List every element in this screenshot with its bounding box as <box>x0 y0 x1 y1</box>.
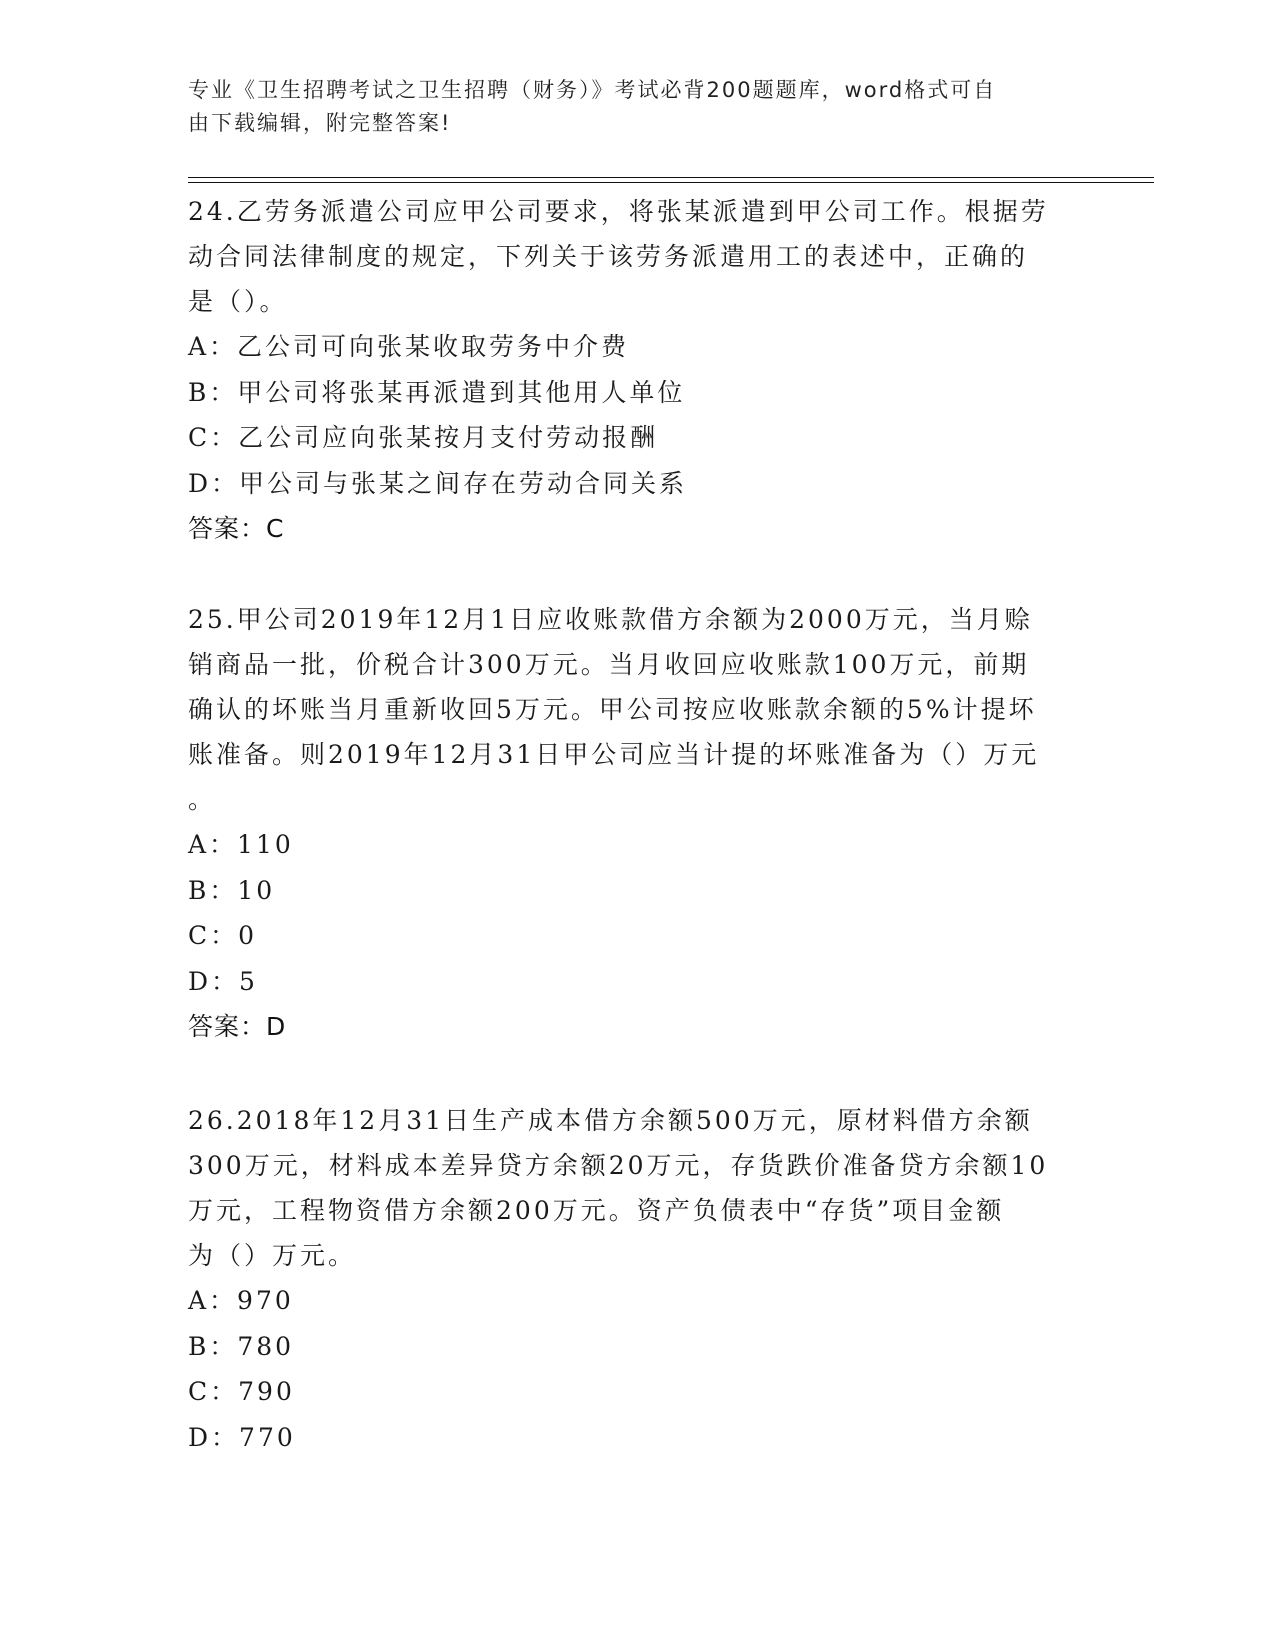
option-c: C：790 <box>188 1377 295 1406</box>
question-24 <box>188 189 1088 551</box>
option-b: B：10 <box>188 875 276 905</box>
question-stem-line: 账准备。则2019年12月31日甲公司应当计提的坏账准备为（）万元 <box>188 740 1040 769</box>
question-stem-line: 确认的坏账当月重新收回5万元。甲公司按应收账款余额的5%计提坏 <box>188 695 1037 724</box>
option-d: D：甲公司与张某之间存在劳动合同关系 <box>188 468 688 498</box>
option-a: A：乙公司可向张某收取劳务中介费 <box>188 332 630 361</box>
option-b: B：甲公司将张某再派遣到其他用人单位 <box>188 377 686 407</box>
option-d: D：5 <box>188 966 258 996</box>
question-stem-line: 300万元，材料成本差异贷方余额20万元，存货跌价准备贷方余额10 <box>188 1151 1049 1180</box>
option-c: C：乙公司应向张某按月支付劳动报酬 <box>188 423 659 452</box>
option-a: A：970 <box>188 1286 294 1315</box>
question-stem-line: 万元，工程物资借方余额200万元。资产负债表中“存货”项目金额 <box>188 1196 1005 1225</box>
question-stem-line: 销商品一批，价税合计300万元。当月收回应收账款100万元，前期 <box>188 650 1030 679</box>
question-stem-line: 24.乙劳务派遣公司应甲公司要求，将张某派遣到甲公司工作。根据劳 <box>188 197 1049 226</box>
option-c: C：0 <box>188 921 258 950</box>
header-divider-bottom <box>188 182 1154 183</box>
document-header <box>188 74 1068 140</box>
question-stem-line: 动合同法律制度的规定，下列关于该劳务派遣用工的表述中，正确的 <box>188 242 1029 271</box>
question-stem-line: 是（）。 <box>188 287 288 316</box>
option-a: A：110 <box>188 830 294 859</box>
answer-line: 答案：C <box>188 514 285 543</box>
option-b: B：780 <box>188 1331 295 1361</box>
question-stem-line: 26.2018年12月31日生产成本借方余额500万元，原材料借方余额 <box>188 1106 1033 1135</box>
option-d: D：770 <box>188 1422 296 1452</box>
question-stem-line: 为（）万元。 <box>188 1241 357 1270</box>
question-25 <box>188 597 1088 1049</box>
header-divider-top <box>188 177 1154 178</box>
question-stem-line: 25.甲公司2019年12月1日应收账款借方余额为2000万元，当月赊 <box>188 605 1033 634</box>
answer-line: 答案：D <box>188 1012 287 1041</box>
header-line-1: 专业《卫生招聘考试之卫生招聘（财务）》考试必背200题题库，word格式可自 <box>188 78 997 102</box>
header-line-2: 由下载编辑，附完整答案! <box>188 111 452 135</box>
question-stem-line: 。 <box>188 785 217 814</box>
question-26 <box>188 1098 1088 1460</box>
